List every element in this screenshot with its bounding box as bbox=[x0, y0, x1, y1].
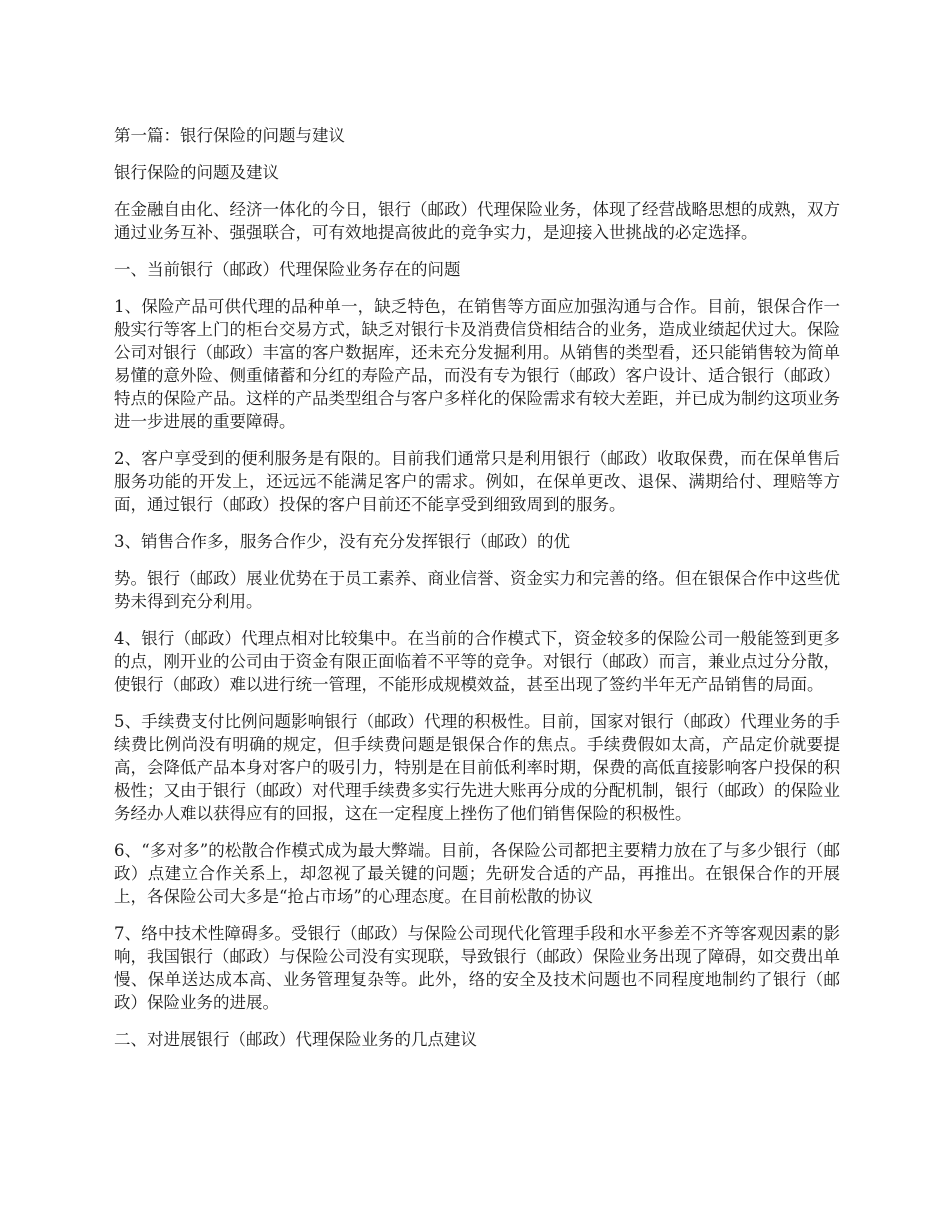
problem-paragraph-1: 1、保险产品可供代理的品种单一，缺乏特色，在销售等方面应加强沟通与合作。目前，银保合作一般实行等客上门的柜台交易方式，缺乏对银行卡及消费信贷相结合的业务，造成业绩起伏过大。保险公司对银行（邮政）丰富的客户数据库，还未充分发掘利用。从销售的类型看，还只能销售较为简单易懂的意外险、侧重储蓄和分红的寿险产品，而没有专为银行（邮政）客户设计、适合银行（邮政）特点的保险产品。这样的产品类型组合与客户多样化的保险需求有较大差距，并已成为制约这项业务进一步进展的重要障碍。 bbox=[114, 297, 840, 431]
problem-paragraph-6: 6、“多对多”的松散合作模式成为最大弊端。目前，各保险公司都把主要精力放在了与多少银行（邮政）点建立合作关系上，却忽视了最关键的问题；先研发合适的产品，再推出。在银保合作的开展上，各保险公司大多是“抢占市场”的心理态度。在目前松散的协议 bbox=[114, 841, 840, 906]
problem-paragraph-7: 7、络中技术性障碍多。受银行（邮政）与保险公司现代化管理手段和水平参差不齐等客观因素的影响，我国银行（邮政）与保险公司没有实现联，导致银行（邮政）保险业务出现了障碍，如交费出单慢、保单送达成本高、业务管理复杂等。此外，络的安全及技术问题也不同程度地制约了银行（邮政）保险业务的进展。 bbox=[114, 924, 840, 1012]
problem-paragraph-3: 3、销售合作多，服务合作少，没有充分发挥银行（邮政）的优 bbox=[114, 532, 570, 551]
document-heading: 第一篇：银行保险的问题与建议 bbox=[114, 126, 345, 145]
problem-paragraph-2: 2、客户享受到的便利服务是有限的。目前我们通常只是利用银行（邮政）收取保费，而在保单售后服务功能的开发上，还远远不能满足客户的需求。例如，在保单更改、退保、满期给付、理赔等方面，通过银行（邮政）投保的客户目前还不能享受到细致周到的服务。 bbox=[114, 449, 840, 514]
document-page bbox=[114, 124, 840, 1065]
problem-paragraph-4: 4、银行（邮政）代理点相对比较集中。在当前的合作模式下，资金较多的保险公司一般能签到更多的点，刚开业的公司由于资金有限正面临着不平等的竞争。对银行（邮政）而言，兼业点过分分散，使银行（邮政）难以进行统一管理，不能形成规模效益，甚至出现了签约半年无产品销售的局面。 bbox=[114, 629, 840, 694]
problem-paragraph-5: 5、手续费支付比例问题影响银行（邮政）代理的积极性。目前，国家对银行（邮政）代理业务的手续费比例尚没有明确的规定，但手续费问题是银保合作的焦点。手续费假如太高，产品定价就要提高，会降低产品本身对客户的吸引力，特别是在目前低利率时期，保费的高低直接影响客户投保的积极性；又由于银行（邮政）对代理手续费多实行先进大账再分成的分配机制，银行（邮政）的保险业务经办人难以获得应有的回报，这在一定程度上挫伤了他们销售保险的积极性。 bbox=[114, 712, 840, 823]
section-heading-problems: 一、当前银行（邮政）代理保险业务存在的问题 bbox=[114, 260, 461, 279]
section-heading-suggestions: 二、对进展银行（邮政）代理保险业务的几点建议 bbox=[114, 1030, 477, 1049]
problem-paragraph-3-continued: 势。银行（邮政）展业优势在于员工素养、商业信誉、资金实力和完善的络。但在银保合作中这些优势未得到充分利用。 bbox=[114, 569, 840, 611]
intro-paragraph: 在金融自由化、经济一体化的今日，银行（邮政）代理保险业务，体现了经营战略思想的成熟，双方通过业务互补、强强联合，可有效地提高彼此的竞争实力，是迎接入世挑战的必定选择。 bbox=[114, 200, 840, 242]
document-subheading: 银行保险的问题及建议 bbox=[114, 163, 279, 182]
